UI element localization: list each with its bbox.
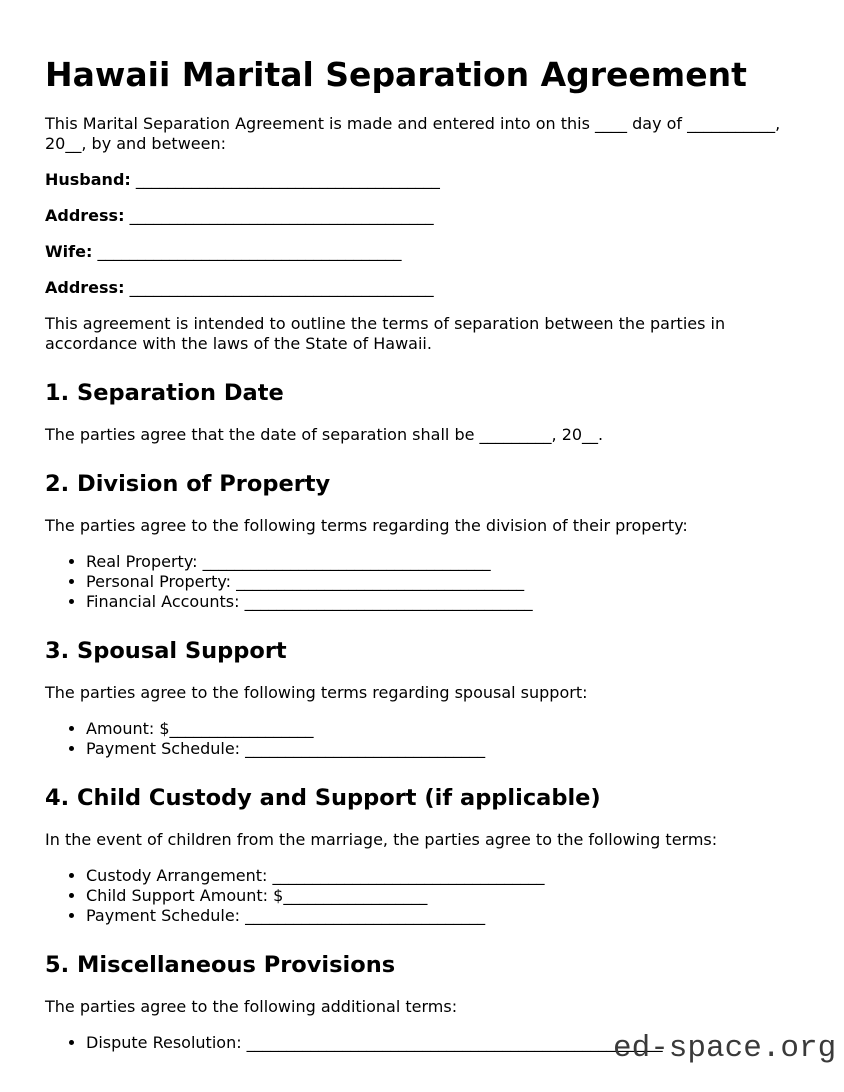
wife-label: Wife: (45, 241, 93, 261)
child-custody-list (45, 866, 799, 926)
section-body-separation-date: The parties agree that the date of separation shall be _________, 20__. (45, 424, 604, 444)
wife-address-label: Address: (45, 277, 125, 297)
bullet-amount: • Amount: $__________________ (86, 719, 799, 739)
watermark: ed-space.org (613, 1031, 837, 1066)
party-row-wife-address (45, 278, 799, 298)
party-row-husband-address (45, 206, 799, 226)
bullet-custody-arrangement: • Custody Arrangement: __________________________________ (86, 866, 799, 886)
section-body-child-custody: In the event of children from the marriage, the parties agree to the following terms: (45, 829, 718, 849)
section-heading-child-custody: 4. Child Custody and Support (if applicable) (45, 784, 601, 811)
bullet-payment-schedule: • Payment Schedule: ______________________________ (86, 739, 799, 759)
bullet-dispute-resolution: • Dispute Resolution: ____________________________________________________ (86, 1033, 799, 1053)
section-heading-spousal-support: 3. Spousal Support (45, 637, 287, 664)
wife-blank-line: ______________________________________ (97, 241, 402, 261)
section-body-miscellaneous-provisions: The parties agree to the following additional terms: (45, 996, 458, 1016)
document-page (45, 56, 799, 1053)
intro-paragraph: This Marital Separation Agreement is made and entered into on this ____ day of ___________, 20__, by and between: (45, 113, 781, 153)
spousal-support-list (45, 719, 799, 759)
bullet-personal-property: • Personal Property: ____________________________________ (86, 572, 799, 592)
husband-label: Husband: (45, 169, 131, 189)
husband-address-blank-line: ______________________________________ (129, 205, 434, 225)
bullet-child-payment-schedule: • Payment Schedule: ______________________________ (86, 906, 799, 926)
bullet-child-support-amount: • Child Support Amount: $__________________ (86, 886, 799, 906)
bullet-financial-accounts: • Financial Accounts: ____________________________________ (86, 592, 799, 612)
section-heading-division-of-property: 2. Division of Property (45, 470, 331, 497)
purpose-paragraph: This agreement is intended to outline the terms of separation between the parties in accordance with the laws of the State of Hawaii. (45, 313, 726, 353)
bullet-real-property: • Real Property: ____________________________________ (86, 552, 799, 572)
husband-blank-line: ______________________________________ (135, 169, 440, 189)
section-body-spousal-support: The parties agree to the following terms regarding spousal support: (45, 682, 588, 702)
wife-address-blank-line: ______________________________________ (129, 277, 434, 297)
section-body-division-of-property: The parties agree to the following terms regarding the division of their property: (45, 515, 688, 535)
division-of-property-list (45, 552, 799, 612)
party-row-wife (45, 242, 799, 262)
page-title: Hawaii Marital Separation Agreement (45, 55, 747, 94)
party-row-husband (45, 170, 799, 190)
section-heading-miscellaneous-provisions: 5. Miscellaneous Provisions (45, 951, 396, 978)
husband-address-label: Address: (45, 205, 125, 225)
section-heading-separation-date: 1. Separation Date (45, 379, 284, 406)
